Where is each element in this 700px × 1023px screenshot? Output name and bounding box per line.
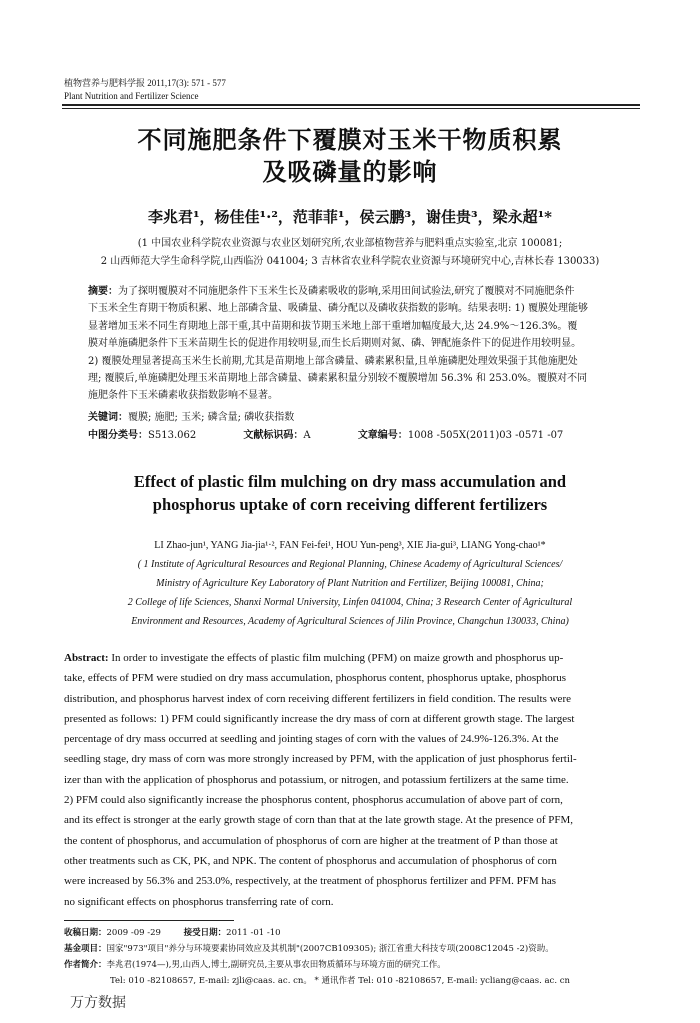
doc-code: A [303,430,311,441]
abstract-cn-line-1: 摘要：为了探明覆膜对不同施肥条件下玉米生长及磷素吸收的影响,采用田间试验法,研究了覆膜对不同施肥条件 [88,286,575,297]
abstract-en-label: Abstract: [64,652,109,664]
title-cn-line2: 及吸磷量的影响 [262,157,438,186]
abstract-cn-line-7: 施肥条件下玉米磷素收获指数影响不显著。 [88,390,278,402]
clc-number: S513.062 [148,430,197,441]
footnote-contact: Tel: 010 -82108657, E-mail: zjli@caas. ac. cn。 * 通讯作者 Tel: 010 -82108657, E-mail: ycliang@caas. ac. cn [110,976,570,986]
abstract-cn-line-6: 理; 覆膜后,单施磷肥处理玉米苗期地上部含磷量、磷素累积量分别较不覆膜增加 56.3% 和 253.0%。覆膜对不同 [88,373,588,385]
header-rule-thin [62,108,640,109]
journal-name-en: Plant Nutrition and Fertilizer Science [64,91,199,101]
abstract-cn-line-4: 膜对单施磷肥条件下玉米苗期生长的促进作用较明显,而生长后期则对氮、磷、钾配施条件下的促进作用较明显。 [88,338,582,350]
abstract-en-line-10: the content of phosphorus, and accumulation of phosphorus of corn are higher at the treatment of P than those at [64,834,558,847]
header-rule-thick [62,104,640,106]
keywords-text: 覆膜; 施肥; 玉米; 磷含量; 磷收获指数 [128,412,295,423]
abstract-en-line-13: no significant effects on phosphorus transferring rate of corn. [64,895,334,908]
abstract-en [64,648,640,912]
abstract-cn [88,283,616,405]
abstract-en-line-4: presented as follows: 1) PFM could significantly increase the dry mass of corn at different growth stage. The largest [64,712,575,725]
watermark: 万方数据 [70,995,126,1011]
affiliation-en-line1: ( 1 Institute of Agricultural Resources and Regional Planning, Chinese Academy of Agricultural Sciences/ [137,559,563,570]
footnote-author: 作者简介：李兆君(1974—),男,山西人,博士,副研究员,主要从事农田物质循环与环境方面的研究工作。 [64,960,446,970]
abstract-en-line-12: were increased by 56.3% and 253.0%, respectively, at the treatment of phosphorus fertilizer and PFM. PFM has [64,875,557,888]
affiliation-en-line2: Ministry of Agriculture Key Laboratory of Plant Nutrition and Fertilizer, Beijing 100081, China; [156,578,544,589]
abstract-en-line-9: and its effect is stronger at the early growth stage of corn than that at the late growth stage. At the presence of PFM, [64,814,574,827]
authors-cn: 李兆君¹，杨佳佳¹·²，范菲菲¹，侯云鹏³，谢佳贵³，梁永超¹* [147,208,553,226]
abstract-en-line-11: other treatments such as CK, PK, and NPK. The content of phosphorus and accumulation of phosphorus of corn [64,854,557,867]
abstract-cn-line-2: 下玉米全生育期干物质积累、地上部磷含量、吸磷量、磷分配以及磷收获指数的影响。结果表明: 1) 覆膜处理能够 [88,303,588,315]
accepted-date: 2011 -01 -10 [226,928,281,938]
footnote-dates: 收稿日期：2009 -09 -29 接受日期：2011 -01 -10 [64,928,281,938]
abstract-cn-label: 摘要： [88,286,118,297]
abstract-en-line-6: seedling stage, dry mass of corn was more strongly increased by PFM, with the application of just phosphorus fertil- [64,753,577,766]
affiliation-en-line3: 2 College of life Sciences, Shanxi Normal University, Linfen 041004, China; 3 Research Center of Agricultural [127,597,573,608]
abstract-en-line-8: 2) PFM could also significantly increase the phosphorus content, phosphorus accumulation of above part of corn, [64,794,563,807]
abstract-cn-line-5: 2) 覆膜处理显著提高玉米生长前期,尤其是苗期地上部含磷量、磷素累积量,且单施磷肥处理效果强于其他施肥处 [88,355,578,367]
abstract-en-line-5: percentage of dry mass occurred at seedling and jointing stages of corn with the values of 24.9%-126.3%. At the [64,733,559,746]
keywords-label: 关键词： [88,412,128,423]
footnote-rule [64,920,234,921]
affiliation-cn-line2: 2 山西师范大学生命科学院,山西临汾 041004; 3 吉林省农业科学院农业资源与环境研究中心,吉林长春 130033) [100,256,600,267]
article-number: 1008 -505X(2011)03 -0571 -07 [407,430,564,441]
keywords-cn [88,408,616,423]
abstract-en-line-1: Abstract: In order to investigate the effects of plastic film mulching (PFM) on maize growth and phosphorus up- [64,652,564,664]
title-en-line2: phosphorus uptake of corn receiving different fertilizers [152,495,548,514]
journal-citation: 植物营养与肥料学报 2011,17(3): 571 - 577 [64,78,226,88]
authors-en: LI Zhao-jun¹, YANG Jia-jia¹·², FAN Fei-fei¹, HOU Yun-peng³, XIE Jia-gui³, LIANG Yong-chao¹* [154,540,546,551]
title-cn-line1: 不同施肥条件下覆膜对玉米干物质积累 [137,125,563,154]
classification-row: 中图分类号：S513.062 文献标识码：A 文章编号：1008 -505X(2011)03 -0571 -07 [88,430,564,441]
received-date: 2009 -09 -29 [106,928,161,938]
footnote-fund: 基金项目：国家"973"项目"养分与环境要素协同效应及其机制"(2007CB109305); 浙江省重大科技专项(2008C12045 -2)资助。 [64,944,554,954]
abstract-en-line-3: distribution, and phosphorus harvest index of corn receiving different fertilizers in field condition. The results were [64,692,571,705]
abstract-en-line-2: take, effects of PFM were studied on dry mass accumulation, phosphorus content, phosphorus uptake, phosphorus [64,672,567,685]
affiliation-cn-line1: (1 中国农业科学院农业资源与农业区划研究所,农业部植物营养与肥料重点实验室,北京 100081; [137,238,563,249]
title-en-line1: Effect of plastic film mulching on dry mass accumulation and [133,472,567,491]
abstract-cn-line-3: 显著增加玉米不同生育期地上部干重,其中苗期和拔节期玉米地上部干重增加幅度最大,达 24.9%～126.3%。覆 [88,320,578,332]
abstract-en-line-7: izer than with the application of phosphorus and potassium, or nitrogen, and potassium fertilizers at the same time. [64,773,569,786]
affiliation-en-line4: Environment and Resources, Academy of Agricultural Sciences of Jilin Province, Changchun 130033, China) [131,616,569,627]
